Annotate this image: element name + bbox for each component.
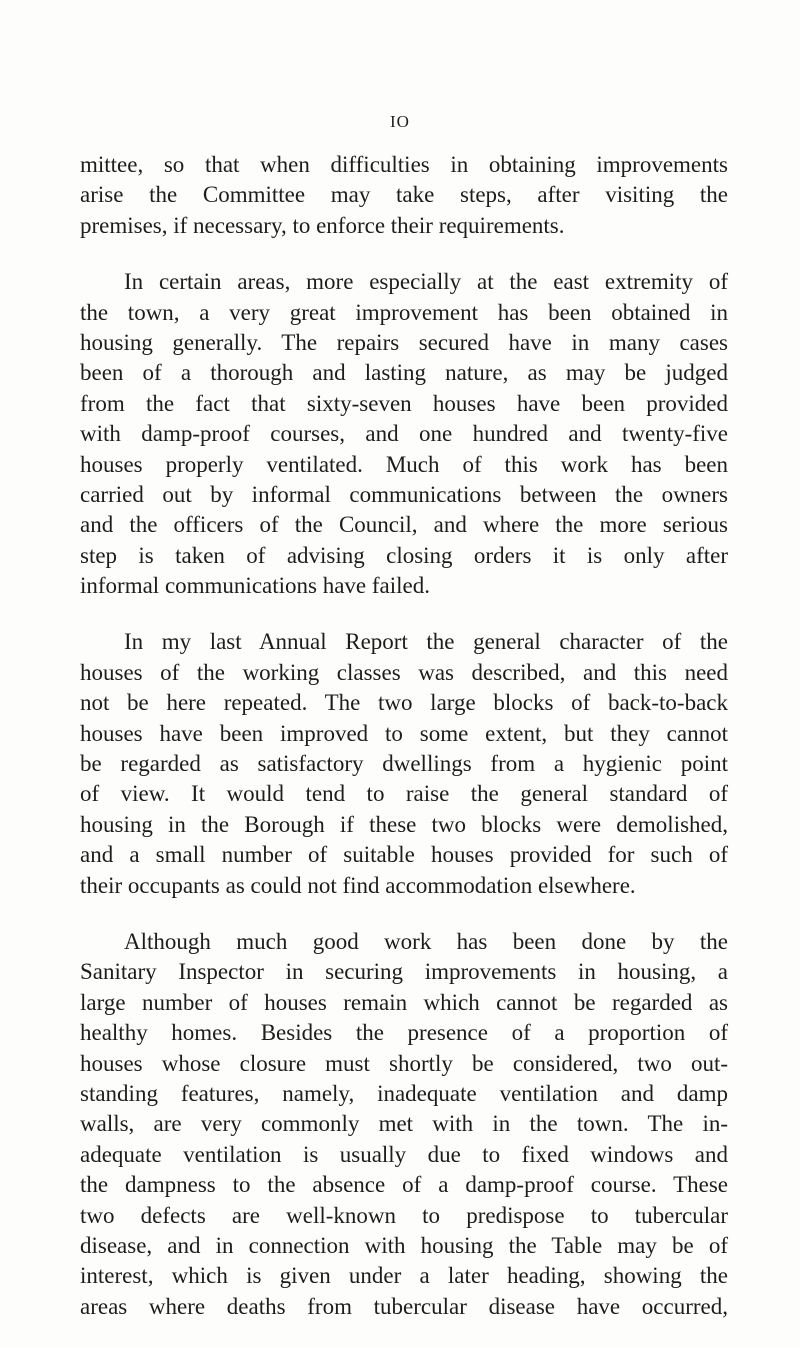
text-line: been of a thorough and lasting nature, as may be judged bbox=[80, 360, 728, 386]
text-line: the dampness to the absence of a damp-proof course. These bbox=[80, 1172, 728, 1198]
text-line: their occupants as could not find accommodation elsewhere. bbox=[80, 872, 636, 898]
text-line: healthy homes. Besides the presence of a proportion of bbox=[80, 1020, 728, 1046]
paragraph-4 bbox=[80, 927, 728, 1322]
text-line: not be here repeated. The two large blocks of back-to-back bbox=[80, 690, 728, 716]
text-line: large number of houses remain which cannot be regarded as bbox=[80, 989, 728, 1015]
text-line: areas where deaths from tubercular disease have occurred, bbox=[80, 1293, 728, 1319]
text-line: In certain areas, more especially at the east extremity of bbox=[124, 269, 728, 295]
text-line: disease, and in connection with housing the Table may be of bbox=[80, 1232, 728, 1258]
text-line: informal communications have failed. bbox=[80, 573, 430, 599]
body-text bbox=[80, 150, 728, 1348]
text-line: and a small number of suitable houses provided for such of bbox=[80, 842, 728, 868]
text-line: Although much good work has been done by the bbox=[124, 928, 728, 954]
paragraph-3 bbox=[80, 627, 728, 901]
text-line: standing features, namely, inadequate ventilation and damp bbox=[80, 1080, 728, 1106]
text-line: In my last Annual Report the general character of the bbox=[124, 629, 728, 655]
text-line: adequate ventilation is usually due to fixed windows and bbox=[80, 1141, 728, 1167]
text-line: Sanitary Inspector in securing improvements in housing, a bbox=[80, 959, 728, 985]
paragraph-2 bbox=[80, 267, 728, 601]
text-line: interest, which is given under a later heading, showing the bbox=[80, 1263, 728, 1289]
paragraph-1 bbox=[80, 150, 728, 241]
text-line: houses properly ventilated. Much of this work has been bbox=[80, 451, 728, 477]
text-line: step is taken of advising closing orders it is only after bbox=[80, 542, 728, 568]
text-line: premises, if necessary, to enforce their requirements. bbox=[80, 212, 565, 238]
page-number: IO bbox=[390, 112, 410, 131]
text-line: with damp-proof courses, and one hundred and twenty-five bbox=[80, 421, 728, 447]
text-line: carried out by informal communications between the owners bbox=[80, 481, 728, 507]
text-line: houses of the working classes was described, and this need bbox=[80, 659, 728, 685]
text-line: from the fact that sixty-seven houses have been provided bbox=[80, 390, 728, 416]
text-line: mittee, so that when difficulties in obtaining improvements bbox=[80, 152, 728, 177]
text-line: walls, are very commonly met with in the town. The in- bbox=[80, 1111, 728, 1137]
text-line: houses whose closure must shortly be considered, two out- bbox=[80, 1050, 728, 1076]
text-line: be regarded as satisfactory dwellings from a hygienic point bbox=[80, 751, 728, 777]
text-line: the town, a very great improvement has been obtained in bbox=[80, 299, 728, 325]
text-line: and the officers of the Council, and where the more serious bbox=[80, 512, 728, 538]
text-line: of view. It would tend to raise the general standard of bbox=[80, 781, 728, 807]
text-line: housing in the Borough if these two blocks were demolished, bbox=[80, 811, 728, 837]
text-line: housing generally. The repairs secured have in many cases bbox=[80, 329, 728, 355]
text-line: arise the Committee may take steps, after visiting the bbox=[80, 182, 728, 208]
text-line: two defects are well-known to predispose to tubercular bbox=[80, 1202, 728, 1228]
text-line: houses have been improved to some extent, but they cannot bbox=[80, 720, 728, 746]
